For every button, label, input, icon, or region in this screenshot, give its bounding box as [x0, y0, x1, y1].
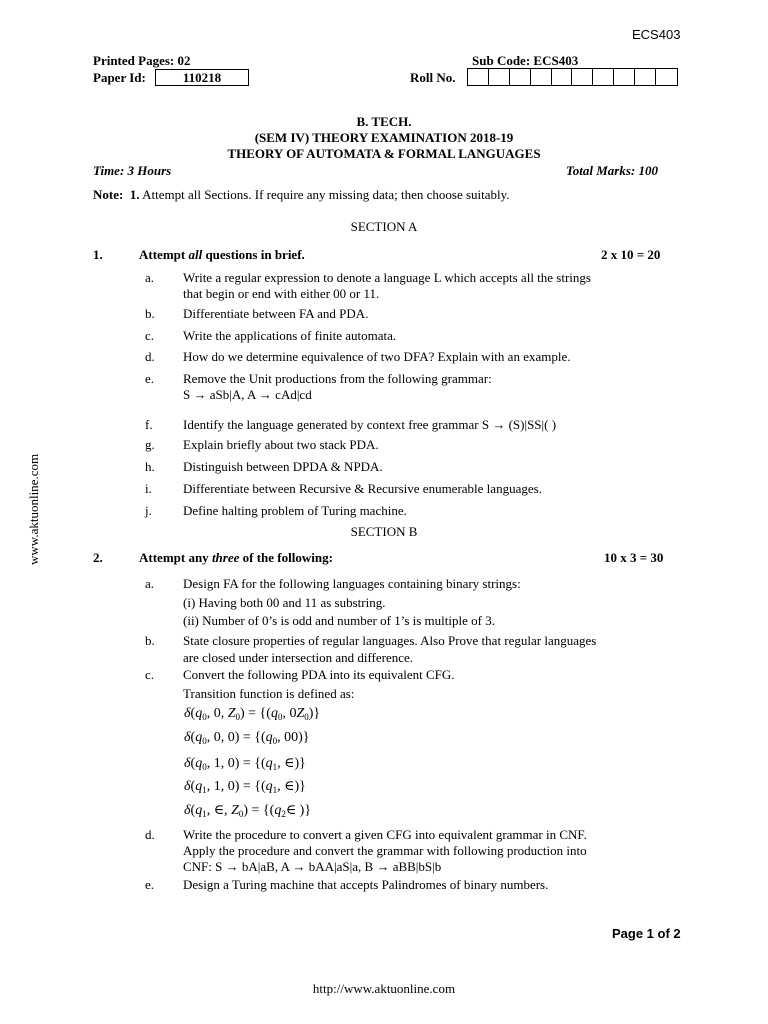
transition-eq-5: $\delta(q_1$, ∈, $Z_0$) = {($q_2\in$ )} [184, 803, 312, 819]
subject-title: THEORY OF AUTOMATA & FORMAL LANGUAGES [227, 146, 541, 161]
exam-title: (SEM IV) THEORY EXAMINATION 2018-19 [254, 130, 514, 145]
transition-eq-1: $\delta(q_0$, 0, $Z_0) = \{(q_0$, $0Z_0$)} [184, 706, 321, 722]
q2d-text-3: CNF: S → bA|aB, A → bAA|aS|a, B → aBB|bS|b [183, 859, 442, 874]
transition-eq-2: $\delta(q_0$, 0, $0) = \{(q_0$, 00)} [184, 730, 310, 746]
q1-item-label: a. [145, 270, 155, 285]
roll-no-cell[interactable] [510, 69, 531, 85]
q2e-label: e. [145, 877, 155, 892]
q1-item-text: Remove the Unit productions from the following grammar: [183, 371, 492, 386]
roll-no-cell[interactable] [531, 69, 552, 85]
q1-marks: 2 x 10 = 20 [601, 247, 661, 262]
q2c-text-2: Transition function is defined as: [183, 686, 355, 701]
q1-item-label: d. [145, 349, 155, 364]
q2a-part-i: (i) Having both 00 and 11 as substring. [183, 595, 386, 610]
paper-id-box [155, 69, 249, 86]
q1-item-text: Identify the language generated by context free grammar S → (S)|SS|( ) [183, 417, 557, 432]
q2b-label: b. [145, 633, 155, 648]
time-label: Time: 3 Hours [93, 163, 172, 178]
q2c-label: c. [145, 667, 155, 682]
q1-item-text: Differentiate between Recursive & Recursive enumerable languages. [183, 481, 542, 496]
transition-eq-4: $\delta(q_1$, 1, $0) = \{(q_1$, ∈)} [184, 779, 306, 795]
roll-no-cell[interactable] [635, 69, 656, 85]
roll-no-cell[interactable] [468, 69, 489, 85]
q1-item-label: b. [145, 306, 155, 321]
roll-no-cell[interactable] [614, 69, 635, 85]
q1-item-text: Define halting problem of Turing machine. [183, 503, 407, 518]
q1-item-text: Explain briefly about two stack PDA. [183, 437, 379, 452]
note-num: 1. [129, 187, 140, 202]
q1-number: 1. [93, 247, 103, 262]
note-text: Attempt all Sections. If require any missing data; then choose suitably. [142, 187, 510, 202]
section-b-heading: SECTION B [350, 524, 418, 539]
q1-item-label: j. [145, 503, 152, 518]
q1-item-label: c. [145, 328, 155, 343]
q1-item-label: h. [145, 459, 155, 474]
roll-no-cell[interactable] [552, 69, 573, 85]
section-a-heading: SECTION A [350, 219, 418, 234]
q2e-text: Design a Turing machine that accepts Palindromes of binary numbers. [183, 877, 549, 892]
paper-id-value: 110218 [182, 70, 222, 85]
page-number: Page 1 of 2 [612, 926, 681, 941]
q2d-label: d. [145, 827, 155, 842]
note [93, 187, 510, 203]
q2b-text: State closure properties of regular languages. Also Prove that regular languages [183, 633, 597, 648]
q1-item-text: Differentiate between FA and PDA. [183, 306, 369, 321]
printed-pages: Printed Pages: 02 [93, 53, 191, 68]
roll-no-cell[interactable] [489, 69, 510, 85]
total-marks: Total Marks: 100 [566, 163, 658, 178]
q2-instruction: Attempt any three of the following: [139, 550, 333, 565]
roll-no-cell[interactable] [593, 69, 614, 85]
q1-item-text-2: S → aSb|A, A → cAd|cd [183, 387, 312, 402]
q1-item-text: Write a regular expression to denote a language L which accepts all the strings [183, 270, 591, 285]
degree-title: B. TECH. [356, 114, 412, 129]
roll-no-cell[interactable] [572, 69, 593, 85]
q2a-label: a. [145, 576, 155, 591]
q2d-text-2: Apply the procedure and convert the grammar with following production into [183, 843, 587, 858]
q2-marks: 10 x 3 = 30 [604, 550, 664, 565]
q2a-part-ii: (ii) Number of 0’s is odd and number of 1’s is multiple of 3. [183, 613, 495, 628]
q1-item-text: Write the applications of finite automata. [183, 328, 397, 343]
q1-item-label: g. [145, 437, 155, 452]
q1-item-text: How do we determine equivalence of two DFA? Explain with an example. [183, 349, 571, 364]
q1-item-label: i. [145, 481, 152, 496]
q1-item-label: f. [145, 417, 153, 432]
roll-no-label: Roll No. [410, 70, 456, 85]
roll-no-cells [468, 69, 677, 85]
roll-no-boxes[interactable] [467, 68, 678, 86]
q2d-text: Write the procedure to convert a given CFG into equivalent grammar in CNF. [183, 827, 587, 842]
q2c-text: Convert the following PDA into its equivalent CFG. [183, 667, 455, 682]
side-watermark-url[interactable]: www.aktuonline.com [26, 453, 41, 565]
q1-item-label: e. [145, 371, 155, 386]
transition-eq-3: $\delta(q_0$, 1, $0) = \{(q_1$, ∈)} [184, 756, 306, 772]
q2b-text-2: are closed under intersection and difference. [183, 650, 414, 665]
q1-instruction: Attempt all questions in brief. [139, 247, 305, 262]
note-label: Note: [93, 187, 124, 202]
q2-number: 2. [93, 550, 103, 565]
paper-id-label: Paper Id: [93, 70, 146, 85]
sub-code: Sub Code: ECS403 [472, 53, 579, 68]
footer-url[interactable]: http://www.aktuonline.com [312, 981, 456, 996]
top-sub-code: ECS403 [632, 27, 681, 42]
q1-item-text: Distinguish between DPDA & NPDA. [183, 459, 383, 474]
q1-item-text-2: that begin or end with either 00 or 11. [183, 286, 380, 301]
roll-no-cell[interactable] [656, 69, 677, 85]
q2a-text: Design FA for the following languages containing binary strings: [183, 576, 521, 591]
